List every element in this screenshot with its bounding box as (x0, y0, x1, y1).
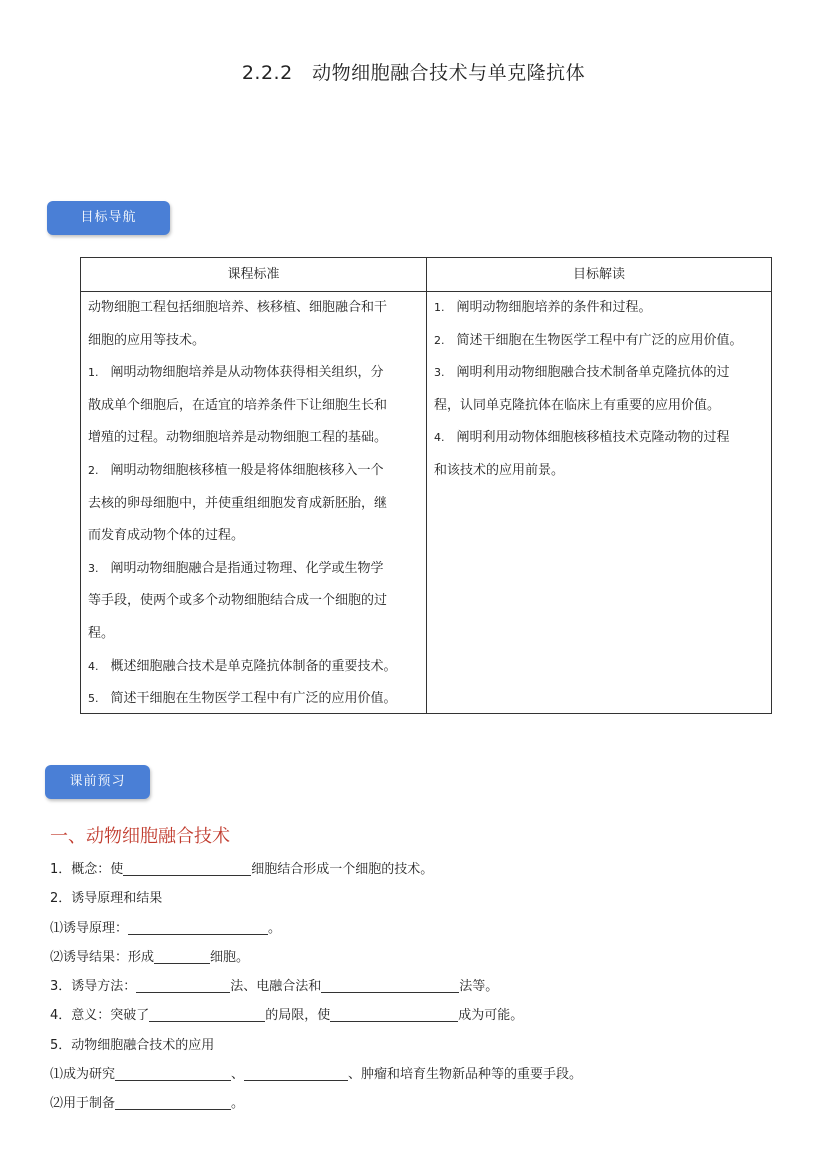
exercise-line-application-prepare: ⑵用于制备 。 (50, 1089, 790, 1118)
standard-item-cont: 等手段，使两个或多个动物细胞结合成一个细胞的过 (88, 593, 388, 609)
exercise-line-principle: ⑴诱导原理： 。 (50, 914, 790, 943)
standard-intro-line: 细胞的应用等技术。 (88, 332, 206, 348)
exercise-line-result: ⑵诱导结果：形成 细胞。 (50, 943, 790, 972)
objectives-table (80, 257, 772, 714)
pre-class-preview-tag: 课前预习 (45, 765, 150, 799)
standard-item: 4. 概述细胞融合技术是单克隆抗体制备的重要技术。 (88, 658, 397, 674)
answer-blank[interactable] (149, 1005, 265, 1022)
answer-blank[interactable] (136, 976, 230, 993)
exercise-line-application-heading: 5．动物细胞融合技术的应用 (50, 1037, 215, 1053)
answer-blank[interactable] (330, 1005, 458, 1022)
standard-item: 5. 简述干细胞在生物医学工程中有广泛的应用价值。 (88, 691, 397, 707)
standard-item-cont: 散成单个细胞后，在适宜的培养条件下让细胞生长和 (88, 397, 388, 413)
objective-item-cont: 和该技术的应用前景。 (434, 462, 565, 478)
answer-blank[interactable] (321, 976, 459, 993)
standard-item: 2. 阐明动物细胞核移植一般是将体细胞核移入一个 (88, 462, 384, 478)
header-objective-interpretation: 目标解读 (572, 267, 625, 282)
goal-navigation-tag: 目标导航 (47, 201, 170, 235)
answer-blank[interactable] (128, 918, 268, 935)
curriculum-standard-cell (88, 292, 422, 716)
standard-item-cont: 程。 (88, 625, 115, 641)
exercise-line-concept: 1．概念：使 细胞结合形成一个细胞的技术。 (50, 855, 790, 884)
answer-blank[interactable] (123, 859, 251, 876)
exercise-line-principle-heading: 2．诱导原理和结果 (50, 891, 163, 907)
answer-blank[interactable] (244, 1064, 348, 1081)
standard-item-cont: 去核的卵母细胞中，并使重组细胞发育成新胚胎，继 (88, 495, 388, 511)
objective-item: 1. 阐明动物细胞培养的条件和过程。 (434, 300, 652, 315)
standard-item: 3. 阐明动物细胞融合是指通过物理、化学或生物学 (88, 560, 384, 576)
standard-item: 1. 阐明动物细胞培养是从动物体获得相关组织，分 (88, 365, 384, 381)
exercise-line-application-research: ⑴成为研究 、 、肿瘤和培育生物新品种等的重要手段。 (50, 1060, 790, 1089)
table-divider (426, 258, 427, 713)
header-curriculum-standard: 课程标准 (227, 267, 280, 282)
standard-intro-line: 动物细胞工程包括细胞培养、核移植、细胞融合和干 (88, 300, 388, 315)
standard-item-cont: 而发育成动物个体的过程。 (88, 528, 245, 544)
standard-item-cont: 增殖的过程。动物细胞培养是动物细胞工程的基础。 (88, 430, 388, 446)
answer-blank[interactable] (115, 1093, 231, 1110)
objective-item: 3. 阐明利用动物细胞融合技术制备单克隆抗体的过 (434, 365, 730, 381)
section-heading: 一、动物细胞融合技术 (50, 826, 230, 847)
answer-blank[interactable] (115, 1064, 231, 1081)
objective-item-cont: 程，认同单克隆抗体在临床上有重要的应用价值。 (434, 397, 721, 413)
fill-in-exercise (50, 855, 790, 1119)
objective-item: 4. 阐明利用动物体细胞核移植技术克隆动物的过程 (434, 430, 730, 446)
exercise-line-method: 3．诱导方法： 法、电融合法和 法等。 (50, 972, 790, 1001)
objective-interpretation-cell (434, 292, 770, 488)
exercise-line-significance: 4．意义：突破了 的局限，使 成为可能。 (50, 1001, 790, 1030)
answer-blank[interactable] (154, 947, 210, 964)
objective-item: 2. 简述干细胞在生物医学工程中有广泛的应用价值。 (434, 332, 743, 348)
page-title: 2.2.2 动物细胞融合技术与单克隆抗体 (241, 62, 586, 84)
